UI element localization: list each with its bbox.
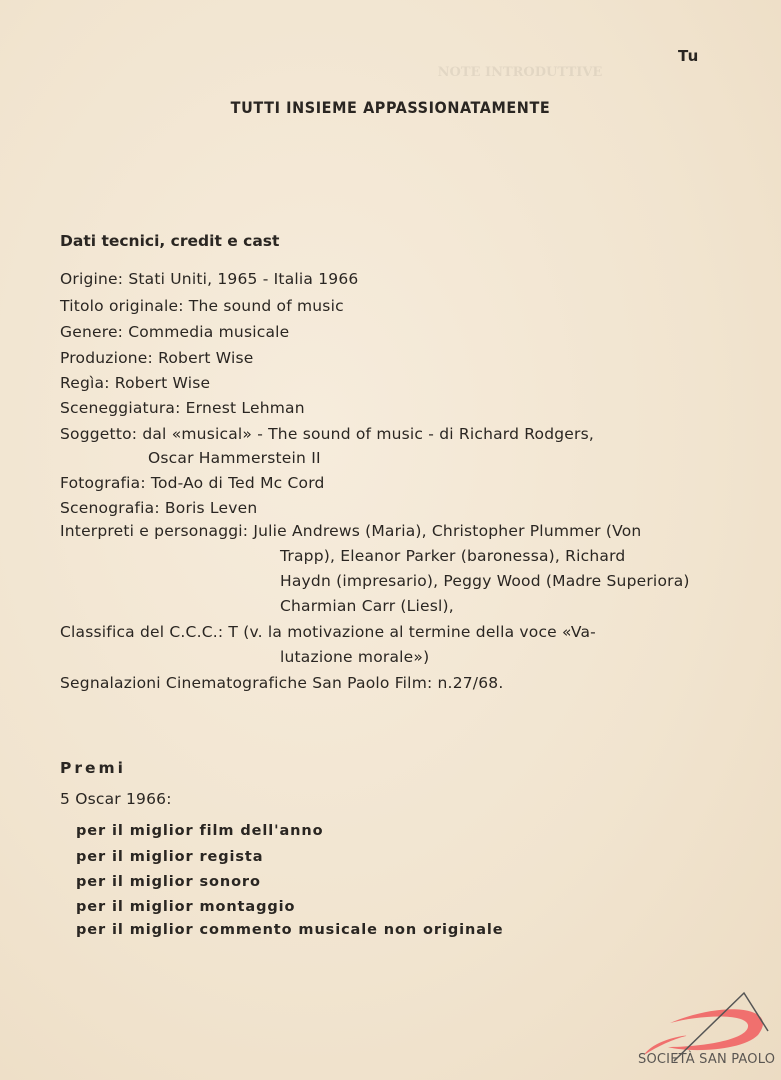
award-item: per il miglior commento musicale non originale: [76, 922, 504, 938]
credits-heading: Dati tecnici, credit e cast: [60, 232, 280, 250]
credit-signals: Segnalazioni Cinematografiche San Paolo Film: n.27/68.: [60, 674, 504, 692]
credit-subject: Soggetto: dal «musical» - The sound of music - di Richard Rodgers,: [60, 425, 595, 443]
credit-origin: Origine: Stati Uniti, 1965 - Italia 1966: [60, 270, 359, 288]
awards-heading: Premi: [60, 759, 126, 777]
award-item: per il miglior regista: [76, 849, 264, 865]
credit-genre: Genere: Commedia musicale: [60, 323, 290, 341]
credit-photography: Fotografia: Tod-Ao di Ted Mc Cord: [60, 474, 325, 492]
logo-swoosh: [668, 1009, 763, 1050]
logo-text: SOCIETÀ SAN PAOLO: [638, 1052, 776, 1067]
awards-summary: 5 Oscar 1966:: [60, 790, 172, 808]
credit-classification-cont: lutazione morale»): [280, 648, 430, 666]
credit-set-design: Scenografia: Boris Leven: [60, 499, 258, 517]
credit-screenplay: Sceneggiatura: Ernest Lehman: [60, 399, 305, 417]
credit-cast-cont-1: Trapp), Eleanor Parker (baronessa), Richard: [280, 547, 626, 565]
award-item: per il miglior montaggio: [76, 899, 296, 915]
credit-cast-cont-3: Charmian Carr (Liesl),: [280, 597, 454, 615]
page-title: TUTTI INSIEME APPASSIONATAMENTE: [230, 98, 551, 117]
credit-cast-cont-2: Haydn (impresario), Peggy Wood (Madre Superiora): [280, 572, 690, 590]
credit-original-title: Titolo originale: The sound of music: [60, 297, 344, 315]
credit-director: Regìa: Robert Wise: [60, 374, 211, 392]
bleed-heading: NOTE INTRODUTTIVE: [437, 65, 603, 80]
award-item: per il miglior film dell'anno: [76, 823, 324, 839]
award-item: per il miglior sonoro: [76, 874, 261, 890]
credit-subject-cont: Oscar Hammerstein II: [148, 449, 321, 467]
credit-classification: Classifica del C.C.C.: T (v. la motivazione al termine della voce «Va-: [60, 623, 596, 641]
credit-production: Produzione: Robert Wise: [60, 349, 254, 367]
credit-cast: Interpreti e personaggi: Julie Andrews (Maria), Christopher Plummer (Von: [60, 522, 642, 540]
page-code: Tu: [678, 47, 700, 65]
